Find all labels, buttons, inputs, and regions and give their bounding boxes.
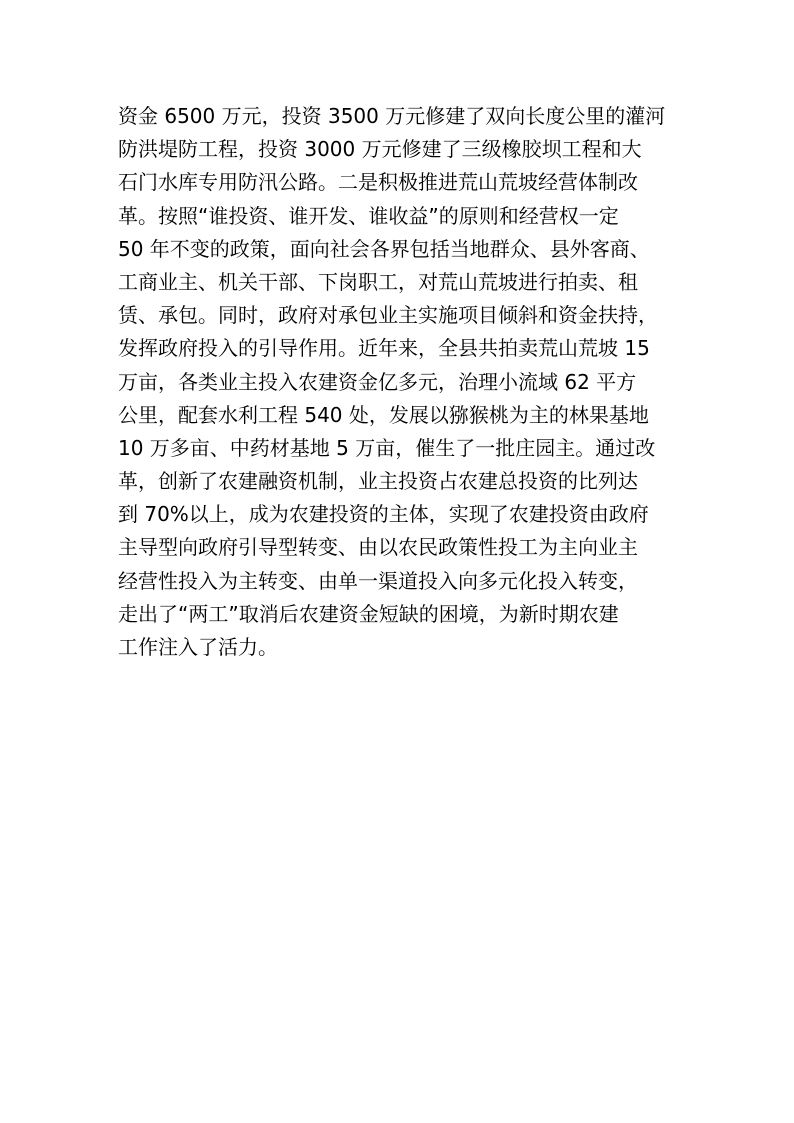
- text-line: 到 70%以上，成为农建投资的主体，实现了农建投资由政府: [118, 502, 649, 527]
- text-line: 主导型向政府引导型转变、由以农民政策性投工为主向业主: [118, 535, 638, 560]
- text-line: 革，创新了农建融资机制，业主投资占农建总投资的比列达: [118, 469, 638, 494]
- text-line: 走出了“两工”取消后农建资金短缺的困境，为新时期农建: [118, 601, 619, 626]
- text-line: 工作注入了活力。: [118, 635, 278, 659]
- text-line: 革。按照“谁投资、谁开发、谁收益”的原则和经营权一定: [118, 203, 619, 228]
- text-line: 公里，配套水利工程 540 处，发展以猕猴桃为主的林果基地: [118, 402, 649, 427]
- text-line: 发挥政府投入的引导作用。近年来，全县共拍卖荒山荒坡 15: [118, 336, 650, 361]
- text-line: 石门水库专用防汛公路。二是积极推进荒山荒坡经营体制改: [118, 170, 638, 195]
- body-paragraph: [118, 100, 698, 664]
- text-line: 资金 6500 万元，投资 3500 万元修建了双向长度公里的灌河: [118, 104, 666, 128]
- text-line: 万亩，各类业主投入农建资金亿多元，治理小流域 62 平方: [118, 369, 637, 394]
- text-line: 10 万多亩、中药材基地 5 万亩，催生了一批庄园主。通过改: [118, 435, 656, 460]
- text-line: 赁、承包。同时，政府对承包业主实施项目倾斜和资金扶持，: [118, 303, 658, 328]
- text-line: 50 年不变的政策，面向社会各界包括当地群众、县外客商、: [118, 236, 650, 261]
- text-line: 经营性投入为主转变、由单一渠道投入向多元化投入转变，: [118, 568, 638, 593]
- text-line: 防洪堤防工程，投资 3000 万元修建了三级橡胶坝工程和大: [118, 137, 642, 162]
- text-line: 工商业主、机关干部、下岗职工，对荒山荒坡进行拍卖、租: [118, 269, 638, 294]
